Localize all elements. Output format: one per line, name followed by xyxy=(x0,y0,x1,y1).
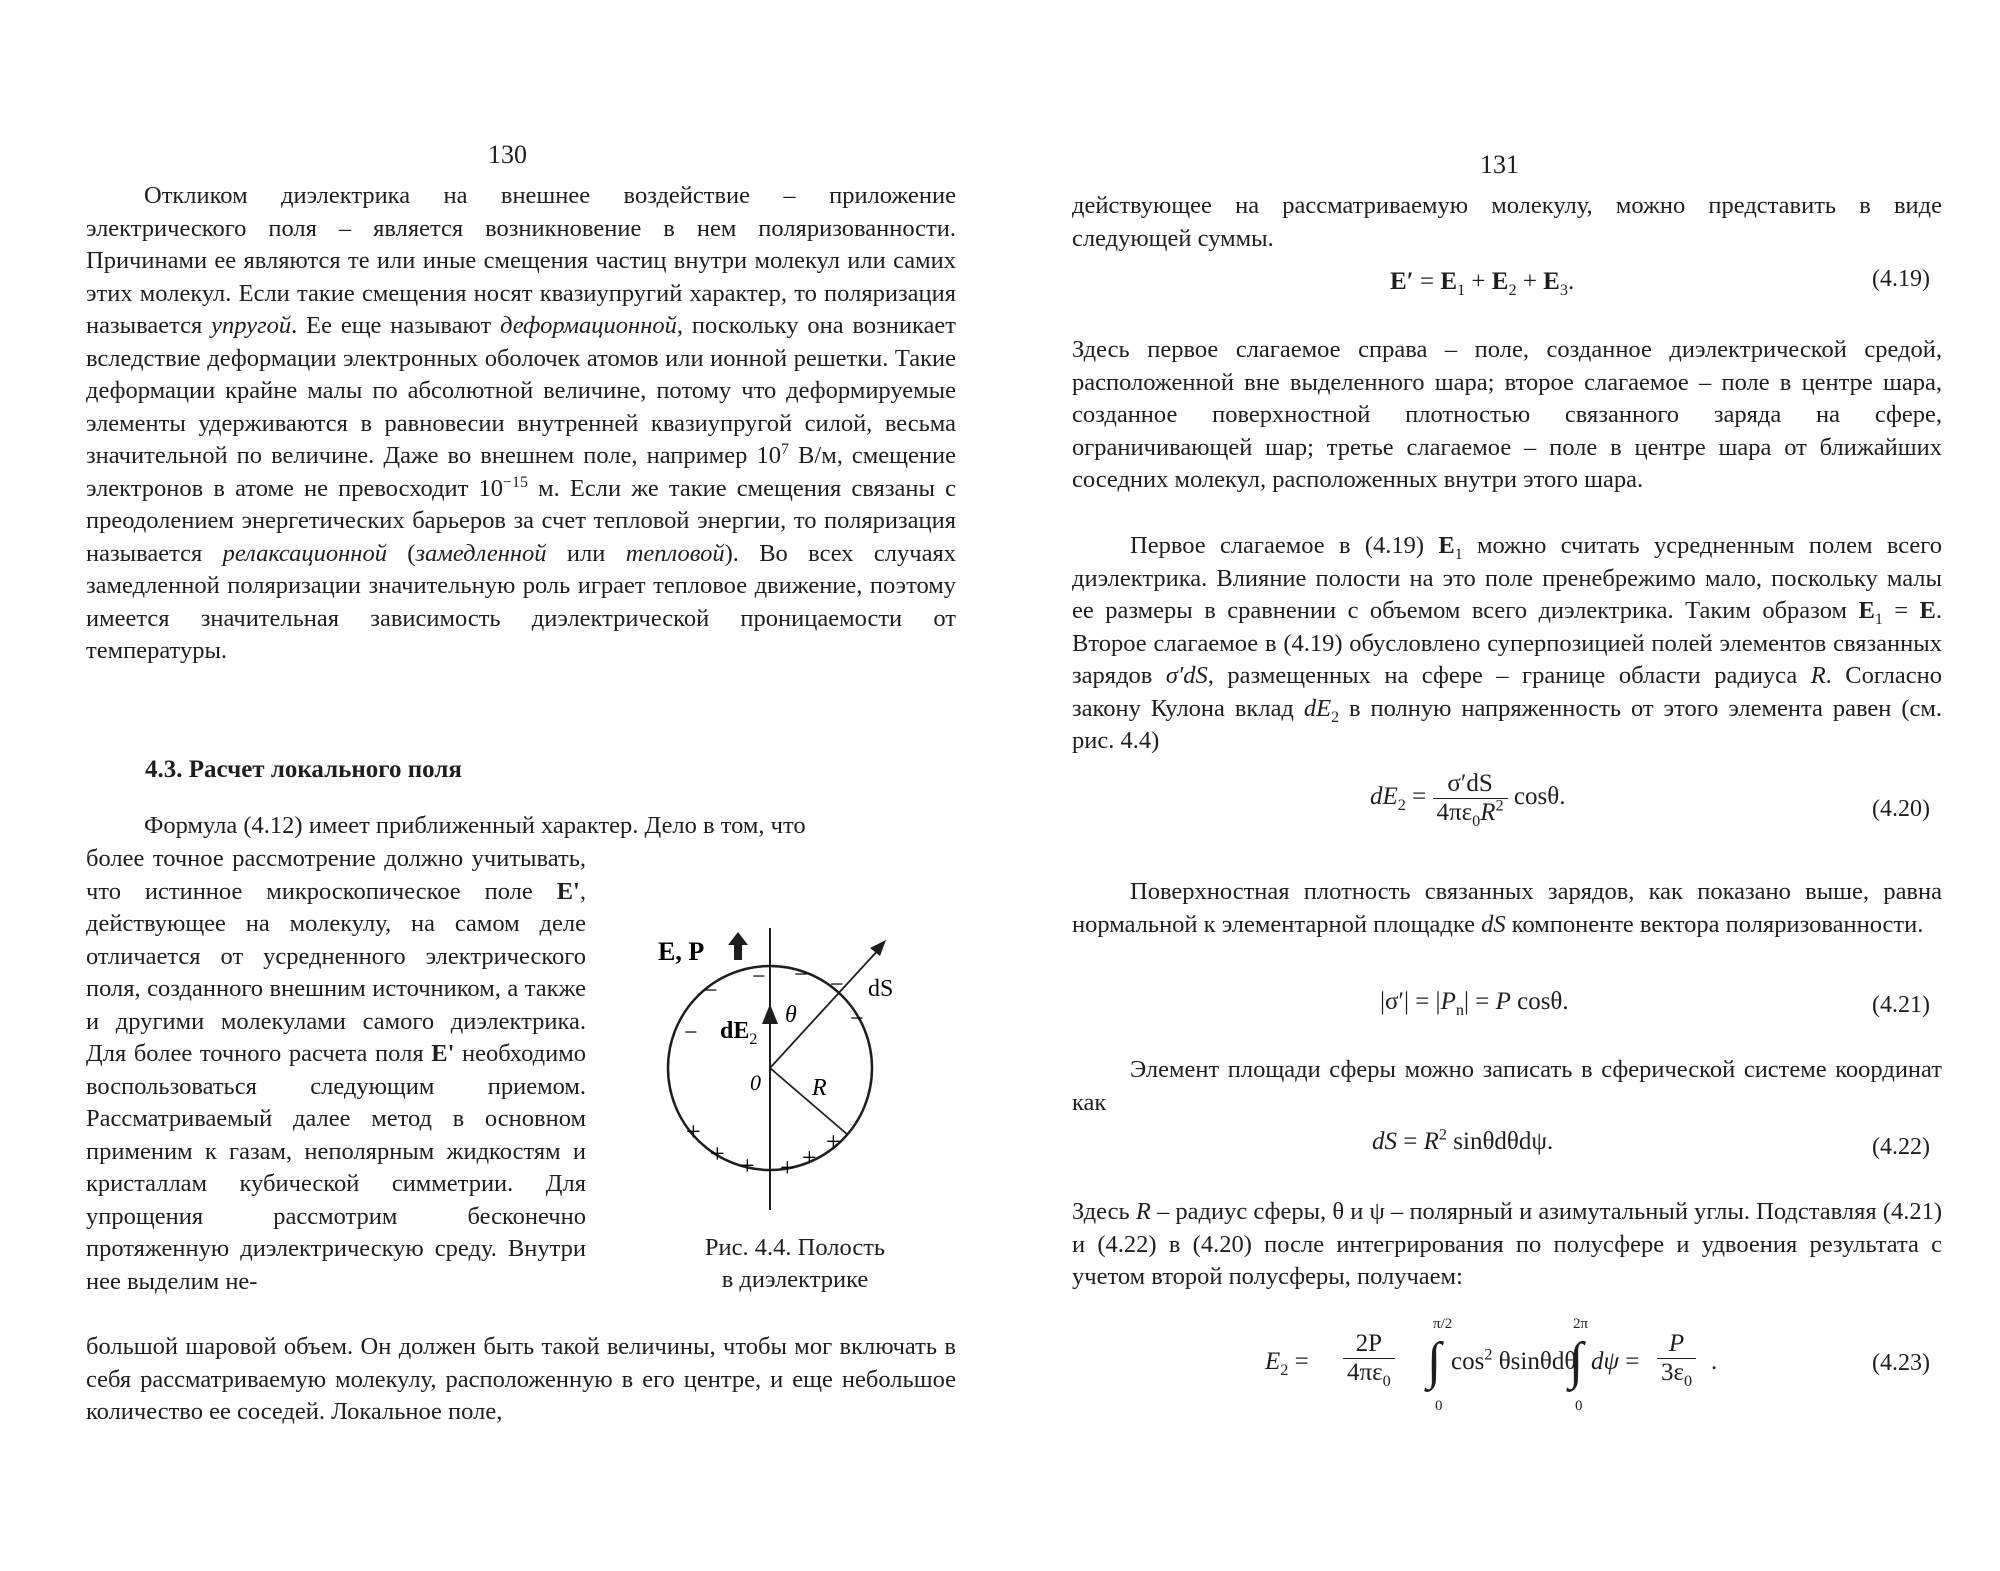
integral-lower-limit: 0 xyxy=(1575,1398,1583,1414)
paragraph-continuation xyxy=(86,1331,956,1429)
eq-lhs: $E_2$ = xyxy=(1265,1348,1309,1379)
wrapped-paragraph xyxy=(86,843,586,1298)
bold-symbol: E xyxy=(1858,597,1875,624)
italic-term: R xyxy=(1810,662,1826,689)
equation-4-19 xyxy=(1390,268,1575,299)
eq-sub: 3 xyxy=(1559,281,1568,299)
eq-sub: n xyxy=(1455,1001,1464,1019)
plus-charge: + xyxy=(780,1153,795,1182)
plus-charge: + xyxy=(686,1117,701,1146)
fraction xyxy=(1657,1330,1696,1390)
denominator: $4\pi\varepsilon_0R^2$ xyxy=(1436,796,1504,830)
integrand: $\cos^2 \theta\sin\theta d\theta$ xyxy=(1451,1345,1577,1375)
ds-label: dS xyxy=(868,976,894,1002)
paragraph xyxy=(86,180,956,668)
text-run: Формула (4.12) имеет приближенный характер. Дело в том, что xyxy=(144,812,806,839)
integrand: dψ = xyxy=(1591,1348,1640,1375)
cavity-figure xyxy=(640,920,960,1220)
equation-number: (4.21) xyxy=(1872,992,1930,1018)
equation-4-22 xyxy=(1372,1125,1554,1156)
text-run: , размещенных на сфере – границе области радиуса xyxy=(1207,662,1811,689)
paragraph xyxy=(1072,334,1942,497)
text-run: . Ее еще называют xyxy=(291,312,501,339)
eq-op: | = xyxy=(1463,988,1496,1015)
fraction xyxy=(1433,770,1508,830)
text-run: ). Во всех случаях замедленной поляризации значительную роль играет тепловое движение, поэтому имеется значительная зависимость диэлектрической проницаемости от температуры. xyxy=(86,539,956,664)
plus-charge: + xyxy=(802,1143,817,1172)
italic-term: R xyxy=(1135,1198,1151,1225)
numerator: P xyxy=(1657,1330,1696,1359)
bold-symbol: E' xyxy=(431,1040,455,1067)
numerator: 2P xyxy=(1343,1330,1395,1359)
plus-charge: + xyxy=(740,1151,755,1180)
arrow-head-icon xyxy=(870,940,886,956)
subscript: 1 xyxy=(1874,610,1883,628)
eq-term: E xyxy=(1543,268,1560,295)
text-run: – радиус сферы, θ и ψ – полярный и азимутальный углы. Подставляя (4.21) и (4.22) в (4.20) после интегрирования по полусфере и удвоения результата с учетом второй полусферы, получаем: xyxy=(1072,1198,1942,1290)
denominator: $3\varepsilon_0$ xyxy=(1661,1359,1693,1390)
theta-label: θ xyxy=(785,1002,797,1028)
text-run: или xyxy=(546,539,626,567)
italic-term: σ′dS xyxy=(1165,662,1208,689)
subscript: 2 xyxy=(1331,708,1340,726)
origin-label: 0 xyxy=(750,1070,761,1095)
text-run: Здесь xyxy=(1072,1198,1136,1225)
text-run: В/м, смещение электронов в атоме не превосходит 10 xyxy=(86,442,957,502)
page-number: 130 xyxy=(488,140,527,169)
minus-charge: − xyxy=(794,962,808,988)
eq-sub: 2 xyxy=(1397,796,1406,815)
equation-4-20: $dE_2$ = $\frac{\sigma'dS}{4\pi\varepsilon_0R^2}$ cosθ. xyxy=(1370,770,1566,830)
eq-term: dS xyxy=(1372,1128,1397,1155)
right-page xyxy=(1000,0,2000,1571)
eq-op: . xyxy=(1567,268,1575,295)
eq-op: + xyxy=(1516,268,1544,295)
radius-line xyxy=(770,1068,848,1135)
bold-symbol: E xyxy=(1919,597,1936,624)
de2-label: $dE_2$ xyxy=(720,1018,758,1048)
integral-upper-limit: π/2 xyxy=(1433,1316,1453,1332)
equation-number: (4.19) xyxy=(1872,266,1930,292)
text-run: ( xyxy=(386,539,416,567)
de2-arrow-icon xyxy=(762,1004,778,1024)
numerator: σ′dS xyxy=(1433,770,1508,799)
text-run: , поскольку она возникает вследствие деформации электронных оболочек атомов или ионной решетки. Такие деформации крайне малы по абсолютной величине, потому что деформируемые элементы удерживаются в равновесии внутренней квазиупругой силой, весьма значительной по величине. Даже во внешнем поле, например 10 xyxy=(86,312,956,469)
up-arrow-icon xyxy=(728,932,748,960)
fraction xyxy=(1343,1330,1395,1390)
section-heading: 4.3. Расчет локального поля xyxy=(145,756,462,783)
italic-term: деформационной xyxy=(500,312,677,339)
text-run: большой шаровой объем. Он должен быть такой величины, чтобы мог включать в себя рассматриваемую молекулу, расположенную в его центре, и еще небольшое количество ее соседей. Локальное поле, xyxy=(86,1333,956,1425)
eq-sub: 1 xyxy=(1457,281,1466,299)
text-run: Элемент площади сферы можно записать в сферической системе координат как xyxy=(1072,1056,1942,1116)
equation-4-23 xyxy=(1265,1318,1725,1418)
text-run: в полную напряженность от этого элемента равен (см. рис. 4.4) xyxy=(1072,694,1942,754)
denominator: $4\pi\varepsilon_0$ xyxy=(1347,1359,1391,1390)
subscript: 1 xyxy=(1454,545,1463,563)
eq-term: E xyxy=(1491,268,1509,295)
eq-term: cosθ. xyxy=(1513,783,1566,811)
plus-charge: + xyxy=(710,1139,725,1168)
equation-number: (4.20) xyxy=(1872,796,1930,822)
italic-term: замедленной xyxy=(415,539,547,567)
text-run: более точное рассмотрение должно учитывать, что истинное микроскопическое поле xyxy=(86,845,586,905)
eq-term: |σ′| = | xyxy=(1380,988,1441,1015)
eq-term: E′ xyxy=(1390,268,1414,295)
text-run: м. Если же такие смещения связаны с преодолением энергетических барьеров за счет тепловой энергии, то поляризация называется xyxy=(86,474,956,567)
minus-charge: − xyxy=(850,1006,864,1032)
text-run: необходимо воспользоваться следующим приемом. Рассматриваемый далее метод в основном применим к газам, неполярным жидкостям и кристаллам кубической симметрии. Для упрощения рассмотрим бесконечно протяженную диэлектрическую среду. Внутри нее выделим не- xyxy=(86,1040,586,1295)
text-run: Здесь первое слагаемое справа – поле, созданное диэлектрической средой, расположенной вне выделенного шара; второе слагаемое – поле в центре шара, созданное поверхностной плотностью связанного заряда на сфере, ограничивающей шар; третье слагаемое – поле в центре шара от ближайших соседних молекул, расположенных внутри этого шара. xyxy=(1072,336,1942,493)
text-run: компоненте вектора поляризованности. xyxy=(1505,910,1924,938)
axis-label: E, P xyxy=(658,937,705,966)
eq-term: R xyxy=(1423,1128,1439,1155)
caption-line: в диэлектрике xyxy=(721,1266,869,1293)
text-run: , действующее на молекулу, на самом деле отличается от усредненного электрического поля, созданного внешним источником, а также и другими молекулами самого диэлектрика. Для более точного расчета поля xyxy=(86,877,586,1067)
equation-4-21 xyxy=(1380,988,1569,1019)
integral-sign-icon: ∫ xyxy=(1569,1333,1584,1390)
bold-symbol: E' xyxy=(556,877,580,905)
text-run: . Согласно закону Кулона вклад xyxy=(1072,662,1942,722)
text-run: можно считать усредненным полем всего диэлектрика. Влияние полости на это поле пренебрежимо мало, поскольку малы ее размеры в сравнении с объемом всего диэлектрика. Таким образом xyxy=(1072,532,1942,624)
text-run: действующее на рассматриваемую молекулу, можно представить в виде следующей суммы. xyxy=(1072,192,1942,252)
radius-label: R xyxy=(812,1075,827,1101)
bold-symbol: E xyxy=(1438,532,1455,559)
minus-charge: − xyxy=(830,972,844,998)
caption-line: Рис. 4.4. Полость xyxy=(704,1234,886,1261)
eq-term: dE xyxy=(1370,783,1398,811)
eq-term: P xyxy=(1495,988,1511,1015)
text-run: Поверхностная плотность связанных зарядов, как показано выше, равна нормальной к элементарной площадке xyxy=(1072,878,1942,938)
figure-caption xyxy=(640,1232,950,1296)
equation-number: (4.22) xyxy=(1872,1134,1930,1160)
eq-sub: 2 xyxy=(1508,281,1517,299)
italic-term: dS xyxy=(1481,910,1506,938)
minus-charge: − xyxy=(704,978,718,1004)
minus-charge: − xyxy=(752,964,766,990)
eq-term: cosθ. xyxy=(1510,988,1569,1015)
paragraph xyxy=(1072,1054,1942,1119)
text-run: Первое слагаемое в (4.19) xyxy=(1130,532,1439,559)
equation-number: (4.23) xyxy=(1872,1350,1930,1376)
minus-charge: − xyxy=(684,1020,698,1046)
eq-op: = xyxy=(1397,1128,1424,1155)
eq-op: . xyxy=(1711,1348,1718,1375)
eq-op: = xyxy=(1413,268,1441,295)
paragraph xyxy=(86,810,956,843)
text-run: = xyxy=(1882,597,1920,624)
paragraph xyxy=(1072,876,1942,941)
italic-term: тепловой xyxy=(625,539,725,567)
italic-term: релаксационной xyxy=(222,539,387,567)
eq-term: E xyxy=(1440,268,1458,295)
superscript: 7 xyxy=(781,440,789,458)
superscript: −15 xyxy=(503,473,528,491)
text-run: . Второе слагаемое в (4.19) обусловлено суперпозицией полей элементов связанных зарядов xyxy=(1072,597,1942,689)
italic-term: dE xyxy=(1303,694,1332,722)
eq-term: sinθdθdψ. xyxy=(1447,1128,1554,1155)
integral-upper-limit: 2π xyxy=(1573,1316,1589,1332)
integral-lower-limit: 0 xyxy=(1435,1398,1443,1414)
paragraph xyxy=(1072,190,1942,255)
eq-sup: 2 xyxy=(1438,1125,1448,1144)
integral-sign-icon: ∫ xyxy=(1427,1333,1442,1390)
paragraph xyxy=(1072,530,1942,758)
page-number: 131 xyxy=(1480,150,1519,179)
eq-term: P xyxy=(1440,988,1456,1015)
text-run: Откликом диэлектрика на внешнее воздействие – приложение электрического поля – является возникновение в нем поляризованности. Причинами ее являются те или иные смещения частиц внутри молекул или самих этих молекул. Если такие смещения носят квазиупругий характер, то поляризация называется xyxy=(86,182,956,339)
italic-term: упругой xyxy=(211,312,292,339)
eq-op: + xyxy=(1465,268,1492,295)
plus-charge: + xyxy=(826,1127,841,1156)
paragraph xyxy=(1072,1196,1942,1294)
